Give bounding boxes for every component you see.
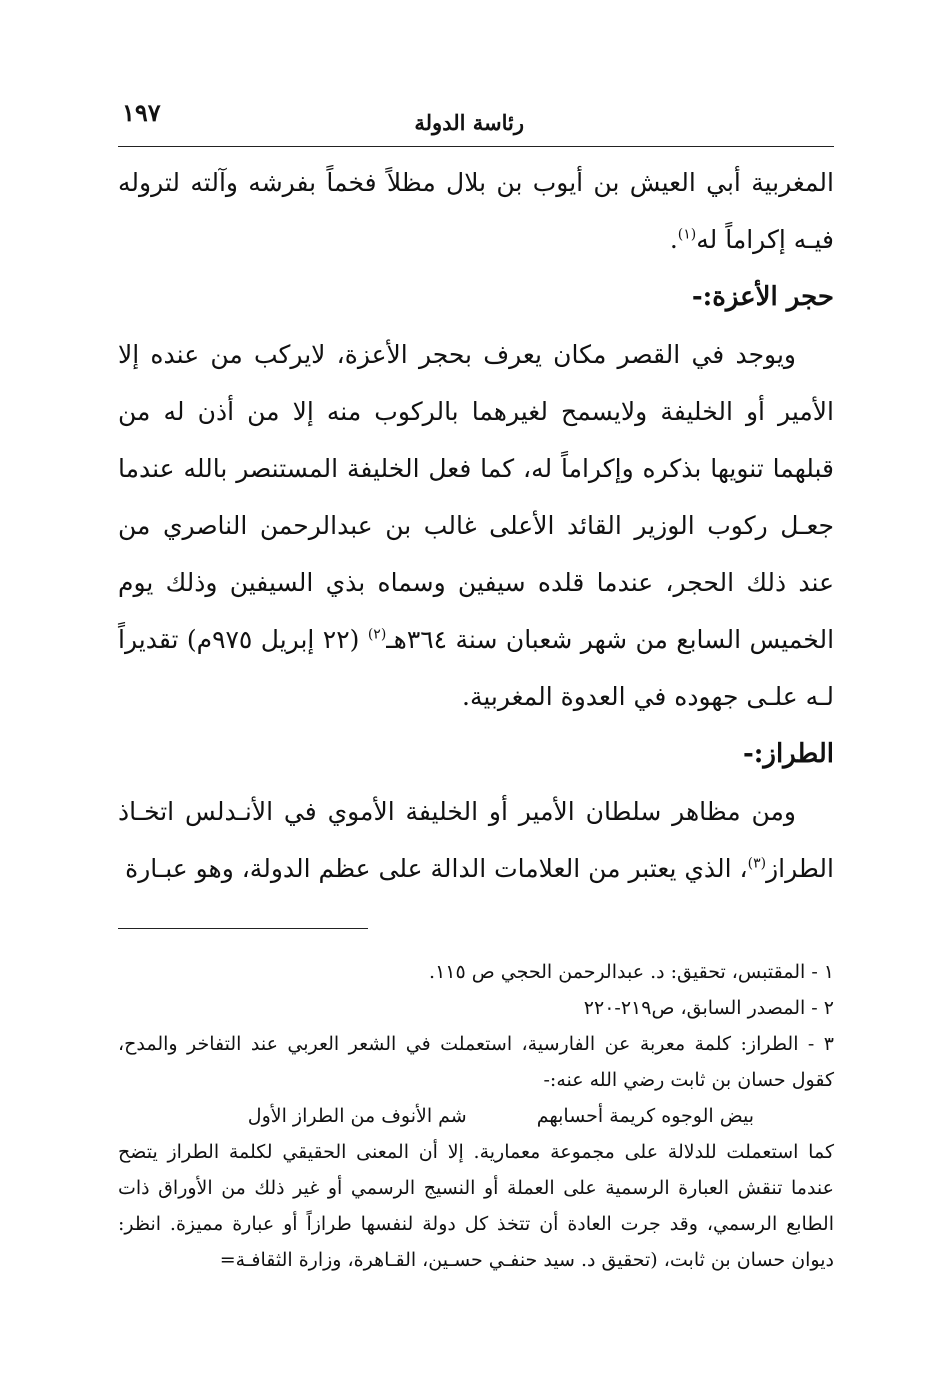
section-heading-tiraz: الطراز:- xyxy=(743,739,834,769)
poetry-verse xyxy=(118,1098,834,1134)
footnote-divider xyxy=(118,928,368,929)
paragraph-3-text-a: ومن مظاهر سلطان الأمير أو الخليفة الأموي في الأنـدلس اتخـاذ الطراز xyxy=(118,797,834,883)
page-number: ١٩٧ xyxy=(122,98,161,127)
footnote-ref-3[interactable]: (٣) xyxy=(747,855,767,872)
page-header xyxy=(118,96,834,147)
paragraph-2 xyxy=(118,326,834,725)
footnote-ref-1[interactable]: (١) xyxy=(677,226,697,243)
main-text xyxy=(118,154,834,897)
verse-first-hemistich: بيض الوجوه كريمة أحسابهم xyxy=(536,1105,754,1127)
footnote-ref-2[interactable]: (٢) xyxy=(367,626,387,643)
footnote-3-rest: كما استعملت للدلالة على مجموعة معمارية. إلا أن المعنى الحقيقي لكلمة الطراز يتضح عندما تنقش العبارة الرسمية على العملة أو النسيج الرسمي أو غير ذلك من الأوراق ذات الطابع الرسمي، وقد جرت العادة أن تتخذ كل دولة لنفسها طرازاً أو عبارة مميزة. انظر: ديوان حسان بن ثابت، (تحقيق د. سيد حنفـي حسـين، القـاهرة، وزارة الثقافـة= xyxy=(118,1141,834,1271)
paragraph-1 xyxy=(118,154,834,268)
paragraph-1-end: . xyxy=(669,225,678,254)
footnotes xyxy=(118,954,834,1278)
section-heading-hijr: حجر الأعزة:- xyxy=(691,282,834,312)
footnote-1: ١ - المقتبس، تحقيق: د. عبدالرحمن الحجي ص ١١٥. xyxy=(429,961,834,983)
paragraph-3 xyxy=(118,783,834,897)
verse-second-hemistich: شم الأنوف من الطراز الأول xyxy=(247,1105,467,1127)
paragraph-2-text-a: ويوجد في القصر مكان يعرف بحجر الأعزة، لايركب من عنده إلا الأمير أو الخليفة ولايسمح لغيرهما بالركوب منه إلا من أذن له من قبلهما تنويها بذكره وإكراماً له، كما فعل الخليفة المستنصر بالله عندما جعـل ركوب الوزير القائد الأعلى غالب بن عبدالرحمن الناصري من عند ذلك الحجر، عندما قلده سيفين وسماه بذي السيفين وذلك يوم الخميس السابع من شهر شعبان سنة ٣٦٤هـ xyxy=(118,340,835,654)
paragraph-3-text-b: ، الذي يعتبر من العلامات الدالة على عظم الدولة، وهو عبـارة xyxy=(125,854,748,883)
running-title: رئاسة الدولة xyxy=(414,110,524,135)
footnote-2: ٢ - المصدر السابق، ص٢١٩-٢٢٠ xyxy=(583,997,834,1019)
footnote-3-intro: ٣ - الطراز: كلمة معربة عن الفارسية، استعملت في الشعر العربي عند التفاخر والمدح، كقول حسان بن ثابت رضي الله عنه:- xyxy=(118,1033,834,1091)
paragraph-2-text-b: (٢٢ إبريل ٩٧٥م) تقديراً لـه علـى جهوده في العدوة المغربية. xyxy=(118,625,834,711)
paragraph-1-text: المغربية أبي العيش بن أيوب بن بلال مظلاً فخماً بفرشه وآلته لتروله فيـه إكراماً له xyxy=(118,168,834,254)
